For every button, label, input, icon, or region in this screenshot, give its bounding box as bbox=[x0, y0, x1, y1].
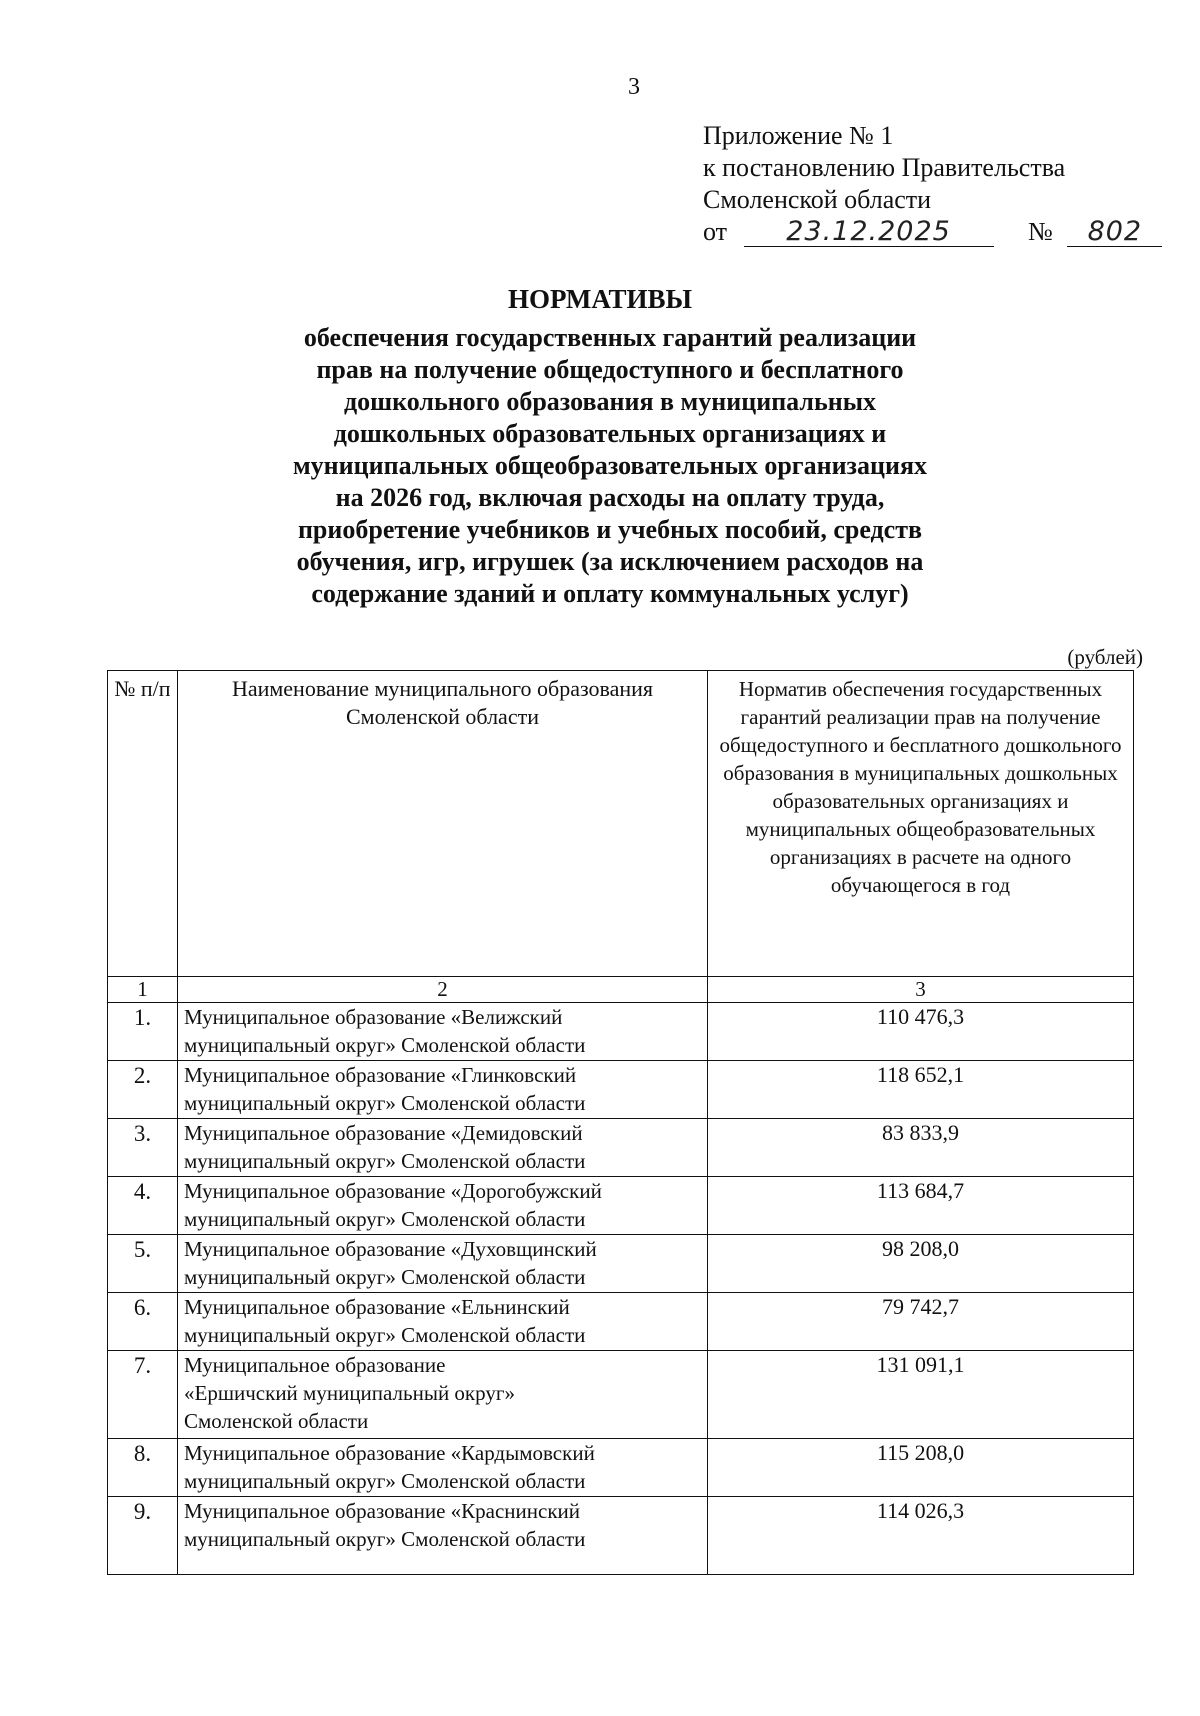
row-value: 113 684,7 bbox=[708, 1177, 1134, 1235]
row-municipality: Муниципальное образование «Дорогобужский муниципальный округ» Смоленской области bbox=[178, 1177, 708, 1235]
subtitle-line: дошкольных образовательных организациях и bbox=[333, 419, 887, 448]
table-row bbox=[108, 1497, 1134, 1575]
row-municipality: Муниципальное образование «Демидовский муниципальный округ» Смоленской области bbox=[178, 1119, 708, 1177]
row-index: 3. bbox=[108, 1119, 178, 1177]
subtitle-line: приобретение учебников и учебных пособий, средств bbox=[297, 515, 923, 544]
row-municipality: Муниципальное образование «Кардымовский муниципальный округ» Смоленской области bbox=[178, 1439, 708, 1497]
row-value: 131 091,1 bbox=[708, 1351, 1134, 1439]
number-prefix: № bbox=[1028, 217, 1053, 246]
table-row bbox=[108, 1119, 1134, 1177]
header-number: № п/п bbox=[108, 671, 178, 977]
table-row bbox=[108, 1061, 1134, 1119]
appendix-line-1: Приложение № 1 bbox=[703, 121, 894, 150]
table-row bbox=[108, 1351, 1134, 1439]
column-number: 2 bbox=[178, 977, 708, 1003]
appendix-block bbox=[703, 120, 1162, 248]
table-row bbox=[108, 1003, 1134, 1061]
subtitle-line: на 2026 год, включая расходы на оплату труда, bbox=[335, 483, 885, 512]
row-value: 79 742,7 bbox=[708, 1293, 1134, 1351]
subtitle-line: муниципальных общеобразовательных организациях bbox=[292, 451, 928, 480]
row-municipality: Муниципальное образование «Глинковский муниципальный округ» Смоленской области bbox=[178, 1061, 708, 1119]
column-number: 1 bbox=[108, 977, 178, 1003]
row-municipality: Муниципальное образование «Ершичский муниципальный округ» Смоленской области bbox=[178, 1351, 708, 1439]
table-body bbox=[108, 1003, 1134, 1575]
row-index: 4. bbox=[108, 1177, 178, 1235]
table-row bbox=[108, 1293, 1134, 1351]
row-index: 1. bbox=[108, 1003, 178, 1061]
column-number: 3 bbox=[708, 977, 1134, 1003]
row-municipality: Муниципальное образование «Духовщинский муниципальный округ» Смоленской области bbox=[178, 1235, 708, 1293]
row-value: 115 208,0 bbox=[708, 1439, 1134, 1497]
appendix-line-2: к постановлению Правительства bbox=[703, 153, 1066, 182]
table-row bbox=[108, 1235, 1134, 1293]
row-value: 98 208,0 bbox=[708, 1235, 1134, 1293]
row-value: 114 026,3 bbox=[708, 1497, 1134, 1575]
table-header bbox=[108, 671, 1134, 1003]
subtitle-line: обеспечения государственных гарантий реализации bbox=[303, 323, 917, 352]
header-municipality: Наименование муниципального образования Смоленской области bbox=[178, 671, 708, 977]
subtitle-line: содержание зданий и оплату коммунальных услуг) bbox=[311, 579, 909, 608]
header-normative: Норматив обеспечения государственных гарантий реализации прав на получение общедоступного и бесплатного дошкольного образования в муниципальных дошкольных образовательных организациях и муниципальных общеобразовательных организациях в расчете на одного обучающегося в год bbox=[708, 671, 1134, 977]
normatives-table bbox=[107, 670, 1134, 1575]
row-value: 118 652,1 bbox=[708, 1061, 1134, 1119]
row-municipality: Муниципальное образование «Велижский муниципальный округ» Смоленской области bbox=[178, 1003, 708, 1061]
subtitle-line: дошкольного образования в муниципальных bbox=[343, 387, 877, 416]
row-index: 6. bbox=[108, 1293, 178, 1351]
row-municipality: Муниципальное образование «Ельнинский муниципальный округ» Смоленской области bbox=[178, 1293, 708, 1351]
row-index: 5. bbox=[108, 1235, 178, 1293]
document-title: НОРМАТИВЫ bbox=[507, 284, 693, 314]
row-index: 7. bbox=[108, 1351, 178, 1439]
handwritten-number: 802 bbox=[1067, 218, 1162, 247]
table-row bbox=[108, 1177, 1134, 1235]
row-value: 110 476,3 bbox=[708, 1003, 1134, 1061]
subtitle-line: прав на получение общедоступного и бесплатного bbox=[316, 355, 904, 384]
document-subtitle bbox=[250, 322, 970, 610]
page-number: 3 bbox=[628, 74, 640, 100]
date-prefix: от bbox=[703, 217, 728, 246]
row-index: 8. bbox=[108, 1439, 178, 1497]
handwritten-date: 23.12.2025 bbox=[744, 218, 994, 247]
units-label: (рублей) bbox=[1067, 645, 1143, 669]
subtitle-line: обучения, игр, игрушек (за исключением расходов на bbox=[296, 547, 924, 576]
row-value: 83 833,9 bbox=[708, 1119, 1134, 1177]
row-index: 2. bbox=[108, 1061, 178, 1119]
row-municipality: Муниципальное образование «Краснинский муниципальный округ» Смоленской области bbox=[178, 1497, 708, 1575]
row-index: 9. bbox=[108, 1497, 178, 1575]
appendix-date-number-row bbox=[703, 216, 1162, 248]
appendix-line-3: Смоленской области bbox=[703, 185, 932, 214]
table-row bbox=[108, 1439, 1134, 1497]
